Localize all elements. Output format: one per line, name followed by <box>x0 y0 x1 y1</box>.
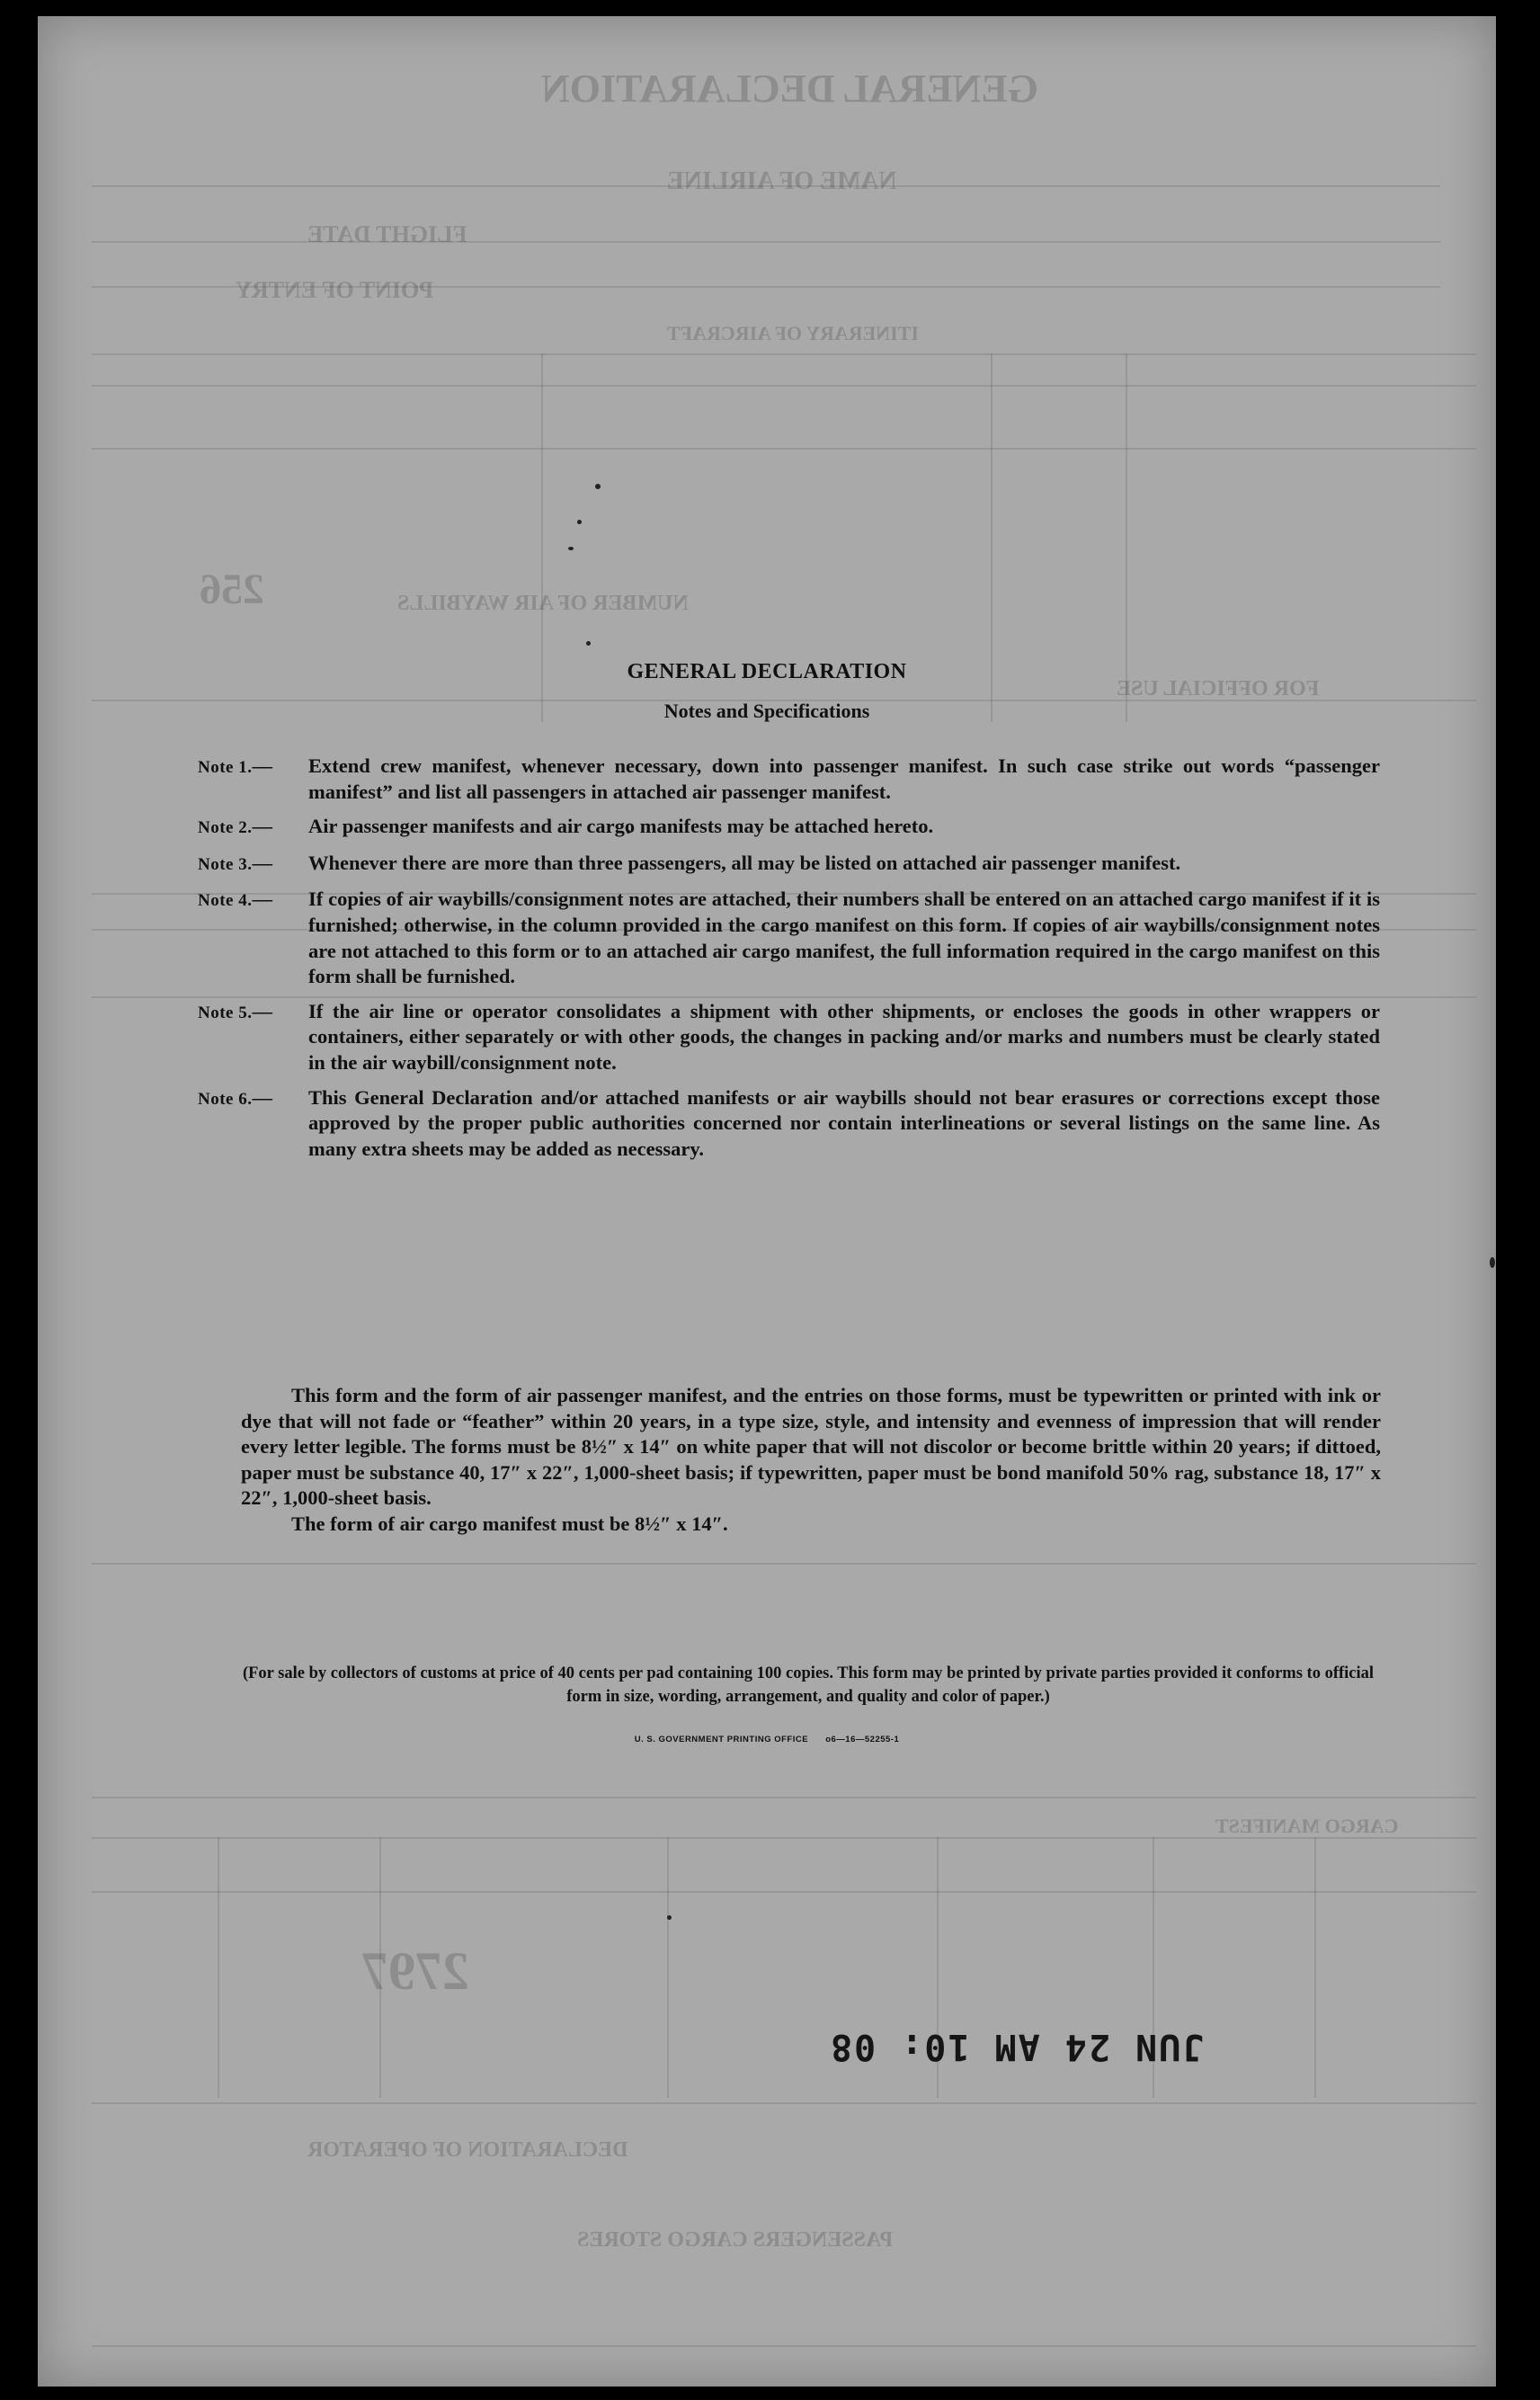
note-text: Extend crew manifest, whenever necessary, down into passenger manifest. In such case strike out words “passenger manifest” and list all passengers in attached air passenger manifest. <box>308 754 1380 803</box>
sale-notice: (For sale by collectors of customs at price of 40 cents per pad containing 100 copies. This form may be printed by private parties provided it conforms to official form in size, wording, arrangement, and quality and color of paper.) <box>242 1664 1375 1706</box>
note-label: Note 2. <box>198 818 253 838</box>
received-date-stamp: JUN 24 AM 10: 08 <box>829 2026 1205 2067</box>
note-text: If copies of air waybills/consignment notes are attached, their numbers shall be entered on an attached cargo manifest if it is furnished; otherwise, in the column provided in the cargo manifest on this form. If copies of air waybills/consignment notes are not attached to this form or to an attached air cargo manifest, the full information required in the cargo manifest on this form shall be furnished. <box>308 888 1380 988</box>
form-specification <box>241 1383 1381 1538</box>
bleed-through: GENERAL DECLARATION NAME OF AIRLINE FLIGHT DATE POINT OF ENTRY ITINERARY OF AIRCRAFT 256 NUMBER OF AIR WAYBILLS FOR OFFICIAL USE CARGO MANIFEST 2797 DECLARATION OF OPERATOR PASSENGERS CARGO STORES <box>38 16 1496 2387</box>
note-label: Note 1. <box>198 758 253 777</box>
note-6: Note 6.— This General Declaration and/or attached manifests or air waybills should not bear erasures or corrections except those approved by the proper public authorities concerned nor contain interlineations or several listings on the same line. As many extra sheets may be added as necessary. <box>198 1085 1380 1163</box>
document-page <box>38 16 1496 2387</box>
note-label: Note 3. <box>198 854 253 874</box>
note-text: This General Declaration and/or attached manifests or air waybills should not bear erasures or corrections except those approved by the proper public authorities concerned nor contain interlineations or several listings on the same line. As many extra sheets may be added as necessary. <box>308 1085 1380 1160</box>
note-label: Note 5. <box>198 1003 253 1022</box>
note-3: Note 3.— Whenever there are more than three passengers, all may be listed on attached air passenger manifest. <box>198 851 1380 879</box>
note-text: If the air line or operator consolidates a shipment with other shipments, or encloses the goods in other wrappers or containers, either separately or with other goods, the changes in packing and/or marks and numbers must be clearly stated in the air waybill/consignment note. <box>308 999 1380 1074</box>
cargo-form-spec: The form of air cargo manifest must be 8½″ x 14″. <box>291 1512 728 1535</box>
note-2: Note 2.— Air passenger manifests and air cargo manifests may be attached hereto. <box>198 814 1380 842</box>
note-5: Note 5.— If the air line or operator consolidates a shipment with other shipments, or encloses the goods in other wrappers or containers, either separately or with other goods, the changes in packing and/or marks and numbers must be clearly stated in the air waybill/consignment note. <box>198 999 1380 1076</box>
note-label: Note 6. <box>198 1089 253 1109</box>
note-text: Whenever there are more than three passengers, all may be listed on attached air passenger manifest. <box>308 851 1181 874</box>
printer-imprint <box>38 1735 1496 1744</box>
paper-spec-paragraph: This form and the form of air passenger manifest, and the entries on those forms, must be typewritten or printed with ink or dye that will not fade or “feather” within 20 years, in a type size, style, and intensity and evenness of impression that will render every letter legible. The forms must be 8½″ x 14″ on white paper that will not discolor or become brittle within 20 years; if dittoed, paper must be substance 40, 17″ x 22″, 1,000-sheet basis; if typewritten, paper must be bond manifold 50% rag, substance 18, 17″ x 22″, 1,000-sheet basis. <box>241 1384 1381 1510</box>
note-4: Note 4.— If copies of air waybills/consignment notes are attached, their numbers shall be entered on an attached cargo manifest if it is furnished; otherwise, in the column provided in the cargo manifest on this form. If copies of air waybills/consignment notes are not attached to this form or to an attached air cargo manifest, the full information required in the cargo manifest on this form shall be furnished. <box>198 887 1380 989</box>
printer-code: o6—16—52255-1 <box>825 1735 900 1744</box>
document-title: GENERAL DECLARATION <box>627 660 907 683</box>
notes-list <box>198 754 1380 1171</box>
printer-office: U. S. GOVERNMENT PRINTING OFFICE <box>634 1735 809 1744</box>
document-subtitle: Notes and Specifications <box>663 700 870 722</box>
note-1: Note 1.— Extend crew manifest, whenever necessary, down into passenger manifest. In such case strike out words “passenger manifest” and list all passengers in attached air passenger manifest. <box>198 754 1380 805</box>
note-text: Air passenger manifests and air cargo manifests may be attached hereto. <box>308 815 934 838</box>
note-label: Note 4. <box>198 891 253 911</box>
